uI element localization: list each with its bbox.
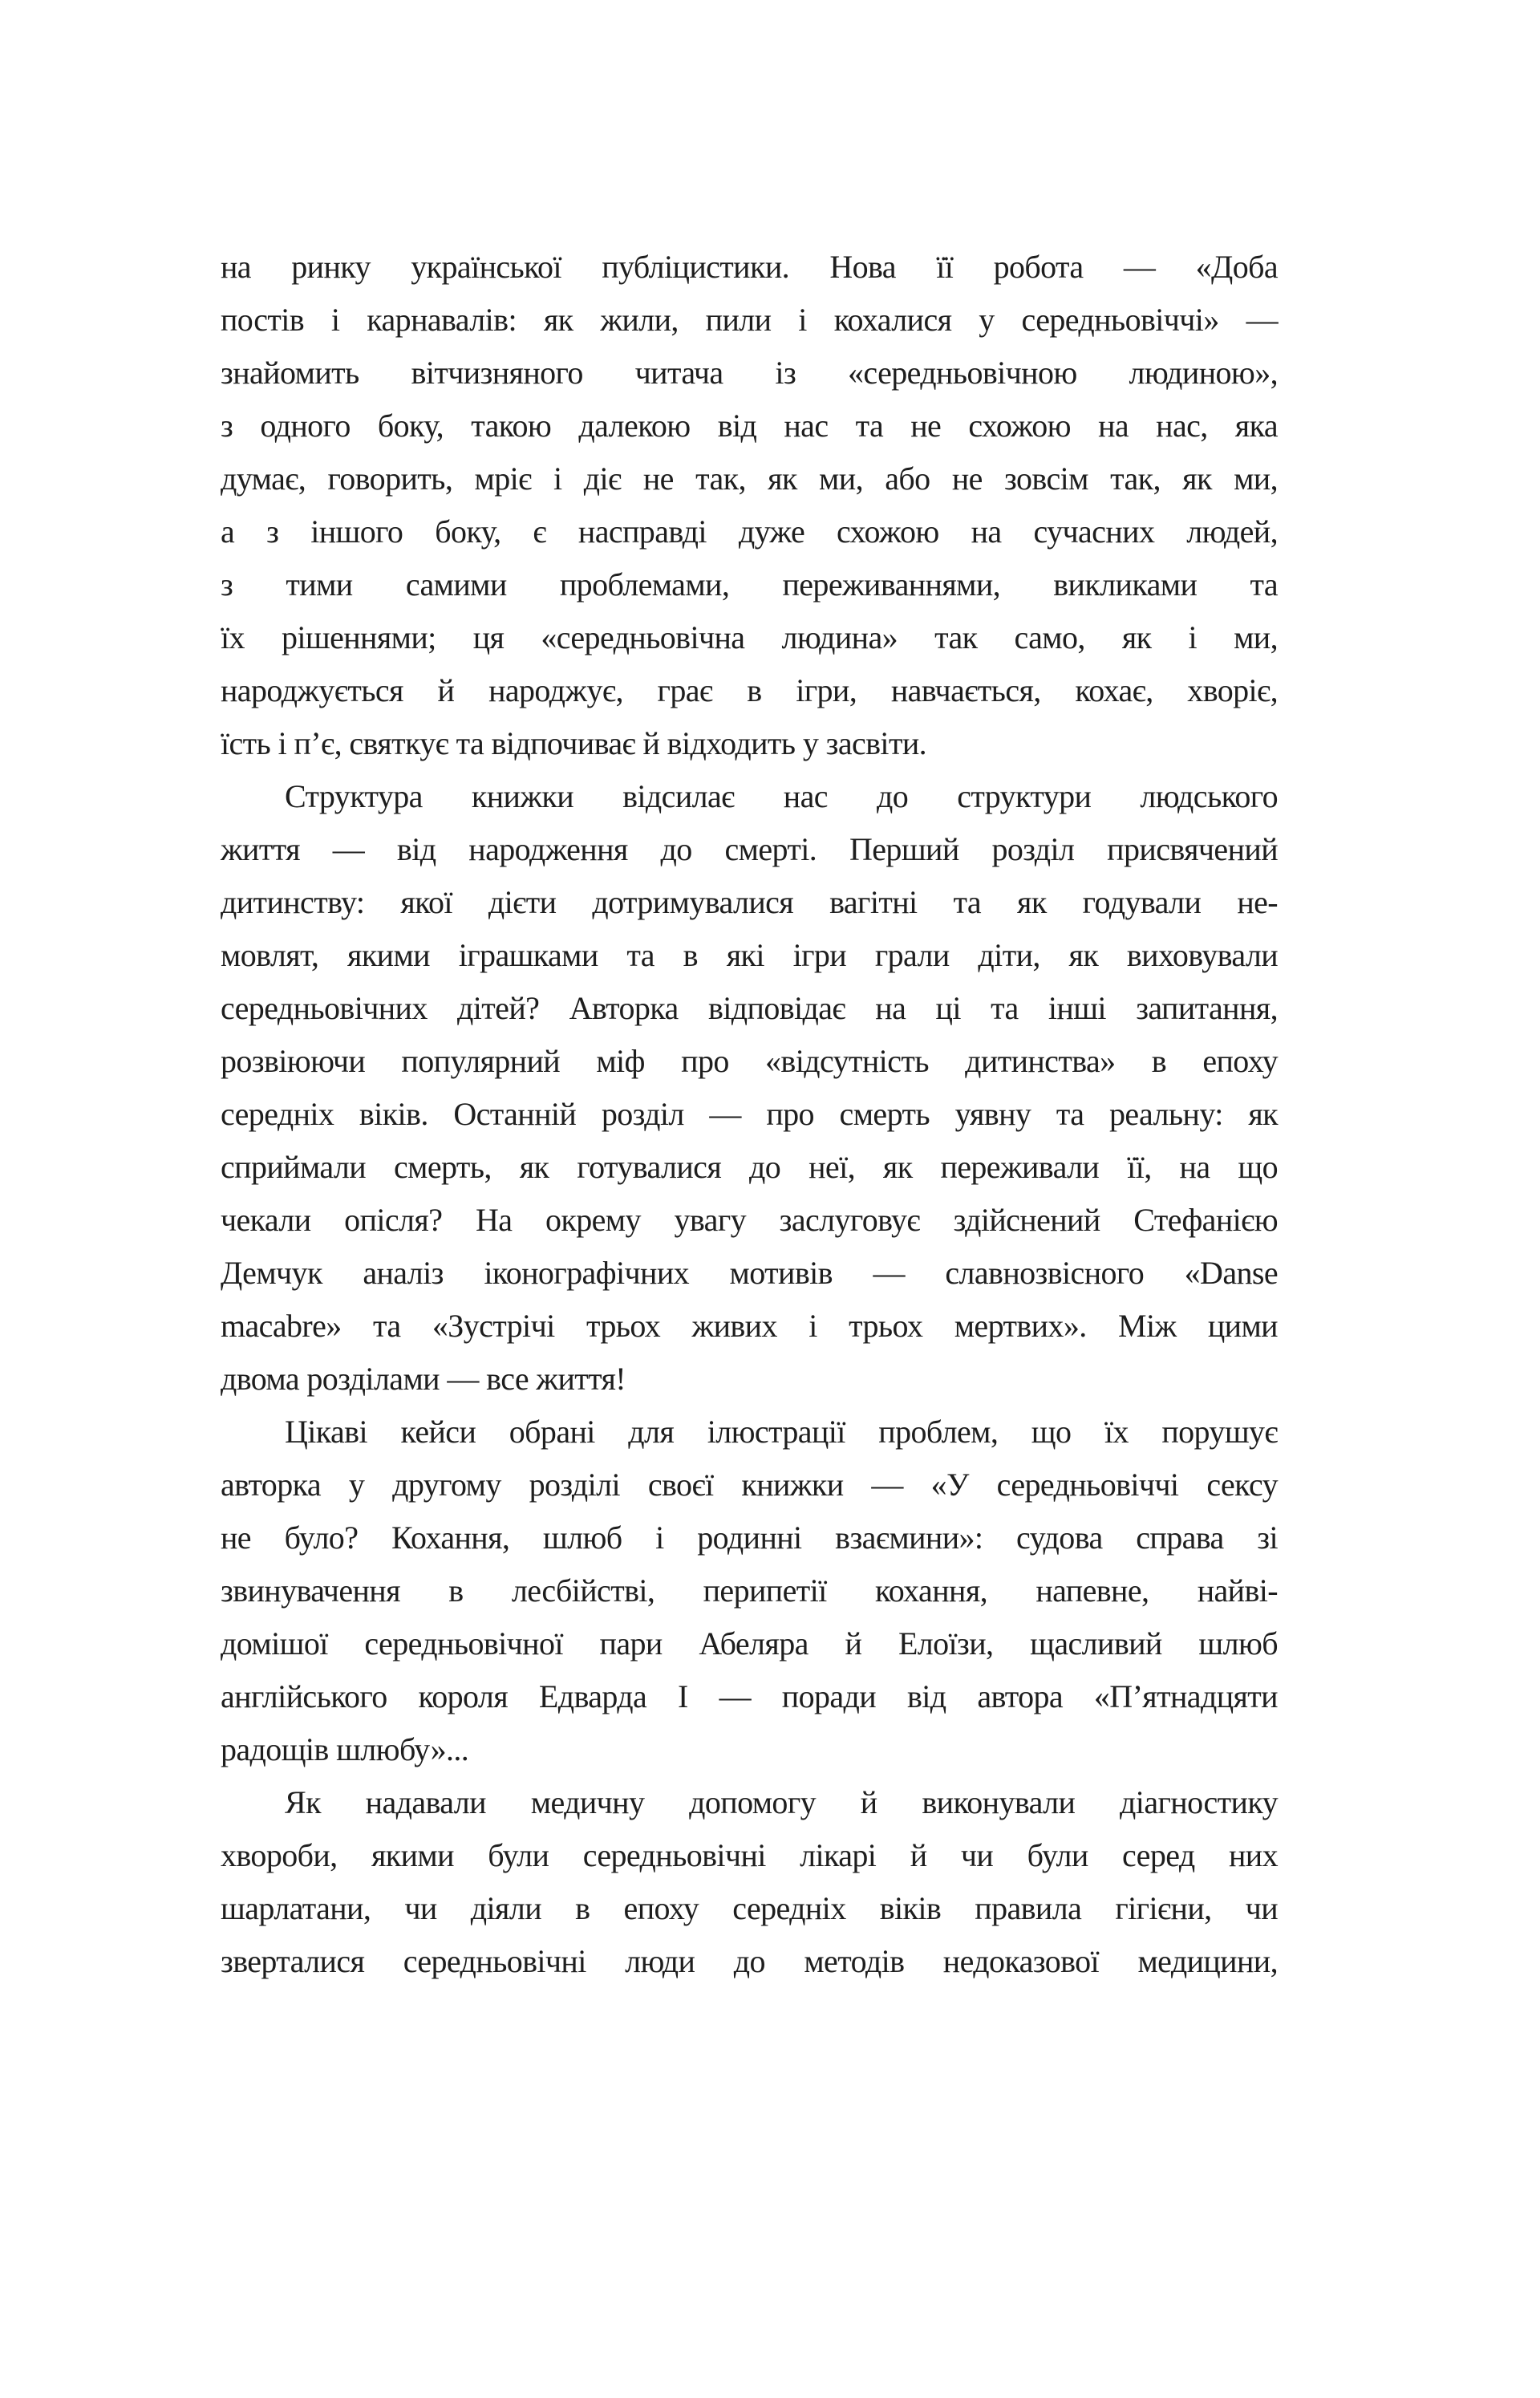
text-line: дитинству: якої дієти дотримувалися вагітні та як годували не- xyxy=(221,884,1278,920)
text-line: шарлатани, чи діяли в епоху середніх віків правила гігієни, чи xyxy=(221,1890,1278,1926)
text-line: мовлят, якими іграшками та в які ігри грали діти, як виховували xyxy=(221,937,1278,973)
text-line: macabre» та «Зустрічі трьох живих і трьох мертвих». Між цими xyxy=(221,1308,1278,1344)
text-line: звинувачення в лесбійстві, перипетії кохання, напевне, найві- xyxy=(221,1572,1278,1609)
text-line: Структура книжки відсилає нас до структури людського xyxy=(285,778,1278,814)
text-line: думає, говорить, мріє і діє не так, як ми, або не зовсім так, як ми, xyxy=(221,461,1278,497)
text-line: на ринку української публіцистики. Нова її робота — «Доба xyxy=(221,249,1278,285)
text-line: хвороби, якими були середньовічні лікарі й чи були серед них xyxy=(221,1837,1278,1873)
text-line: домішої середньовічної пари Абеляра й Елоїзи, щасливий шлюб xyxy=(221,1625,1278,1662)
paragraph-1 xyxy=(221,241,1278,770)
text-line: народжується й народжує, грає в ігри, навчається, кохає, хворіє, xyxy=(221,672,1278,708)
text-line: їх рішеннями; ця «середньовічна людина» так само, як і ми, xyxy=(221,619,1278,655)
book-page-text xyxy=(221,241,1278,1988)
text-line: двома розділами — все життя! xyxy=(221,1361,626,1397)
text-line: англійського короля Едварда І — поради від автора «П’ятнадцяти xyxy=(221,1678,1278,1714)
text-line: зверталися середньовічні люди до методів недоказової медицини, xyxy=(221,1943,1278,1979)
text-line: Як надавали медичну допомогу й виконували діагностику xyxy=(285,1784,1278,1820)
text-line: Цікаві кейси обрані для ілюстрації проблем, що їх порушує xyxy=(285,1414,1278,1450)
paragraph-2 xyxy=(221,770,1278,1406)
paragraph-4 xyxy=(221,1776,1278,1988)
text-line: сприймали смерть, як готувалися до неї, як переживали її, на що xyxy=(221,1149,1278,1185)
text-line: їсть і п’є, святкує та відпочиває й відходить у засвіти. xyxy=(221,725,927,761)
text-line: авторка у другому розділі своєї книжки — «У середньовіччі сексу xyxy=(221,1467,1278,1503)
text-line: розвіюючи популярний міф про «відсутність дитинства» в епоху xyxy=(221,1043,1278,1079)
text-line: постів і карнавалів: як жили, пили і кохалися у середньовіччі» — xyxy=(221,302,1278,338)
text-line: середньовічних дітей? Авторка відповідає на ці та інші запитання, xyxy=(221,990,1278,1026)
text-line: з тими самими проблемами, переживаннями, викликами та xyxy=(221,566,1278,603)
text-line: з одного боку, такою далекою від нас та не схожою на нас, яка xyxy=(221,408,1278,444)
text-line: а з іншого боку, є насправді дуже схожою на сучасних людей, xyxy=(221,513,1278,550)
text-line: життя — від народження до смерті. Перший розділ присвячений xyxy=(221,831,1278,867)
text-line: середніх віків. Останній розділ — про смерть уявну та реальну: як xyxy=(221,1096,1278,1132)
text-line: Демчук аналіз іконографічних мотивів — славнозвісного «Danse xyxy=(221,1255,1278,1291)
paragraph-3 xyxy=(221,1406,1278,1776)
text-line: знайомить вітчизняного читача із «середньовічною людиною», xyxy=(221,355,1278,391)
text-line: не було? Кохання, шлюб і родинні взаємини»: судова справа зі xyxy=(221,1520,1278,1556)
text-line: чекали опісля? На окрему увагу заслуговує здійснений Стефанією xyxy=(221,1202,1278,1238)
text-line: радощів шлюбу»... xyxy=(221,1731,469,1767)
